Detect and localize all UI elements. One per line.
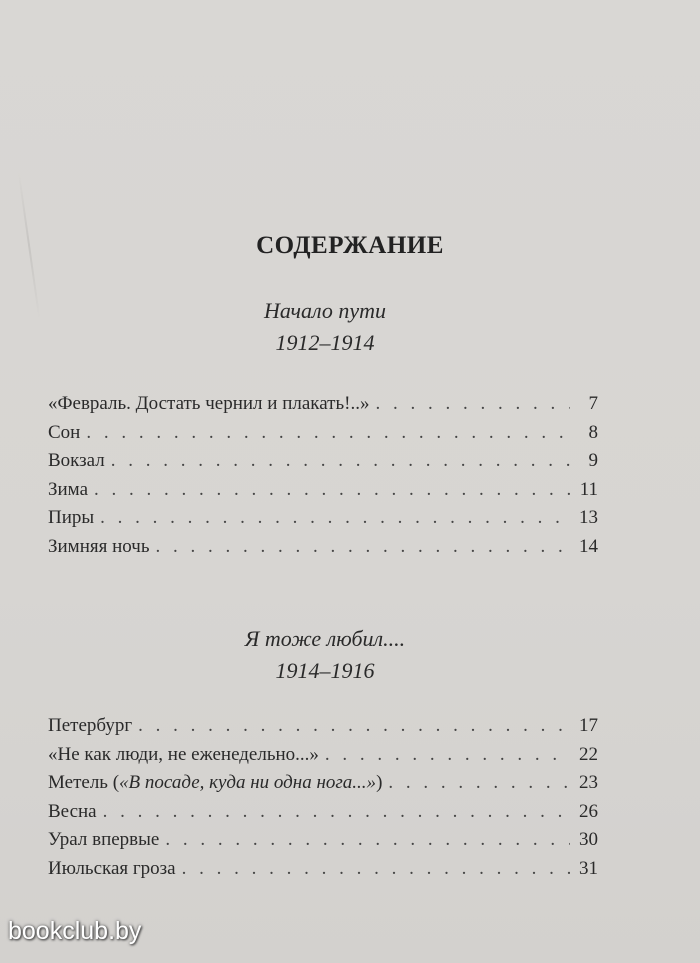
entry-page: 30 — [579, 829, 598, 851]
entry-page: 8 — [588, 421, 598, 443]
entry-page: 9 — [588, 450, 598, 472]
section-2-heading: Я тоже любил.... — [244, 626, 406, 651]
toc-entry[interactable] — [48, 476, 598, 505]
entry-page: 14 — [579, 535, 598, 557]
entry-title: Зимняя ночь — [48, 535, 150, 557]
toc-entry[interactable] — [48, 741, 598, 770]
dot-leader — [165, 826, 570, 855]
section-2-entries — [48, 712, 598, 884]
entry-title: «Не как люди, не еженедельно...» — [48, 743, 319, 765]
entry-page: 17 — [579, 715, 598, 736]
toc-entry[interactable] — [48, 504, 598, 533]
toc-entry[interactable] — [48, 447, 598, 476]
entry-page: 11 — [579, 478, 598, 500]
entry-title: Весна — [48, 800, 97, 822]
entry-title: Пиры — [48, 507, 95, 529]
entry-title: Петербург — [48, 715, 133, 736]
dot-leader — [111, 447, 570, 476]
entry-page: 26 — [579, 800, 598, 822]
toc-entry[interactable] — [48, 855, 598, 884]
toc-entry[interactable] — [48, 826, 598, 855]
entry-title: Сон — [48, 421, 81, 443]
toc-entry[interactable] — [48, 712, 598, 741]
entry-title: Вокзал — [48, 450, 105, 472]
entry-title-main: Метель ( — [48, 772, 120, 794]
entry-title: «Февраль. Достать чернил и плакать!..» — [48, 393, 370, 414]
section-2-years: 1914–1916 — [275, 658, 375, 683]
entry-page: 22 — [579, 743, 598, 765]
section-1-entries — [48, 390, 598, 562]
entry-page: 7 — [588, 393, 598, 414]
toc-entry[interactable] — [48, 419, 598, 448]
entry-page: 23 — [579, 772, 598, 794]
dot-leader — [388, 769, 570, 798]
dot-leader — [94, 476, 570, 505]
toc-entry[interactable] — [48, 533, 598, 562]
entry-title: Июльская гроза — [48, 857, 176, 879]
toc-entry[interactable] — [48, 798, 598, 827]
entry-title: Зима — [48, 478, 89, 500]
dot-leader — [375, 390, 570, 419]
bleed-through-text — [0, 78, 700, 94]
entry-title: Урал впервые — [48, 829, 160, 851]
entry-title-italic: «В посаде, куда ни одна нога...» — [119, 772, 377, 794]
dot-leader — [156, 533, 570, 562]
entry-page: 31 — [579, 857, 598, 879]
entry-page: 13 — [579, 507, 598, 529]
site-watermark: bookclub.by — [8, 917, 142, 945]
dot-leader — [103, 798, 570, 827]
toc-entry[interactable] — [48, 769, 598, 798]
dot-leader — [182, 855, 570, 884]
dot-leader — [100, 504, 570, 533]
toc-entry[interactable] — [48, 390, 598, 419]
section-1-years: 1912–1914 — [275, 330, 375, 355]
dot-leader — [138, 712, 570, 741]
entry-title — [48, 769, 382, 798]
dot-leader — [86, 419, 570, 448]
dot-leader — [325, 741, 570, 770]
contents-title: СОДЕРЖАНИЕ — [256, 232, 444, 259]
section-1-heading: Начало пути — [263, 298, 387, 323]
entry-title-end: ) — [376, 772, 383, 794]
